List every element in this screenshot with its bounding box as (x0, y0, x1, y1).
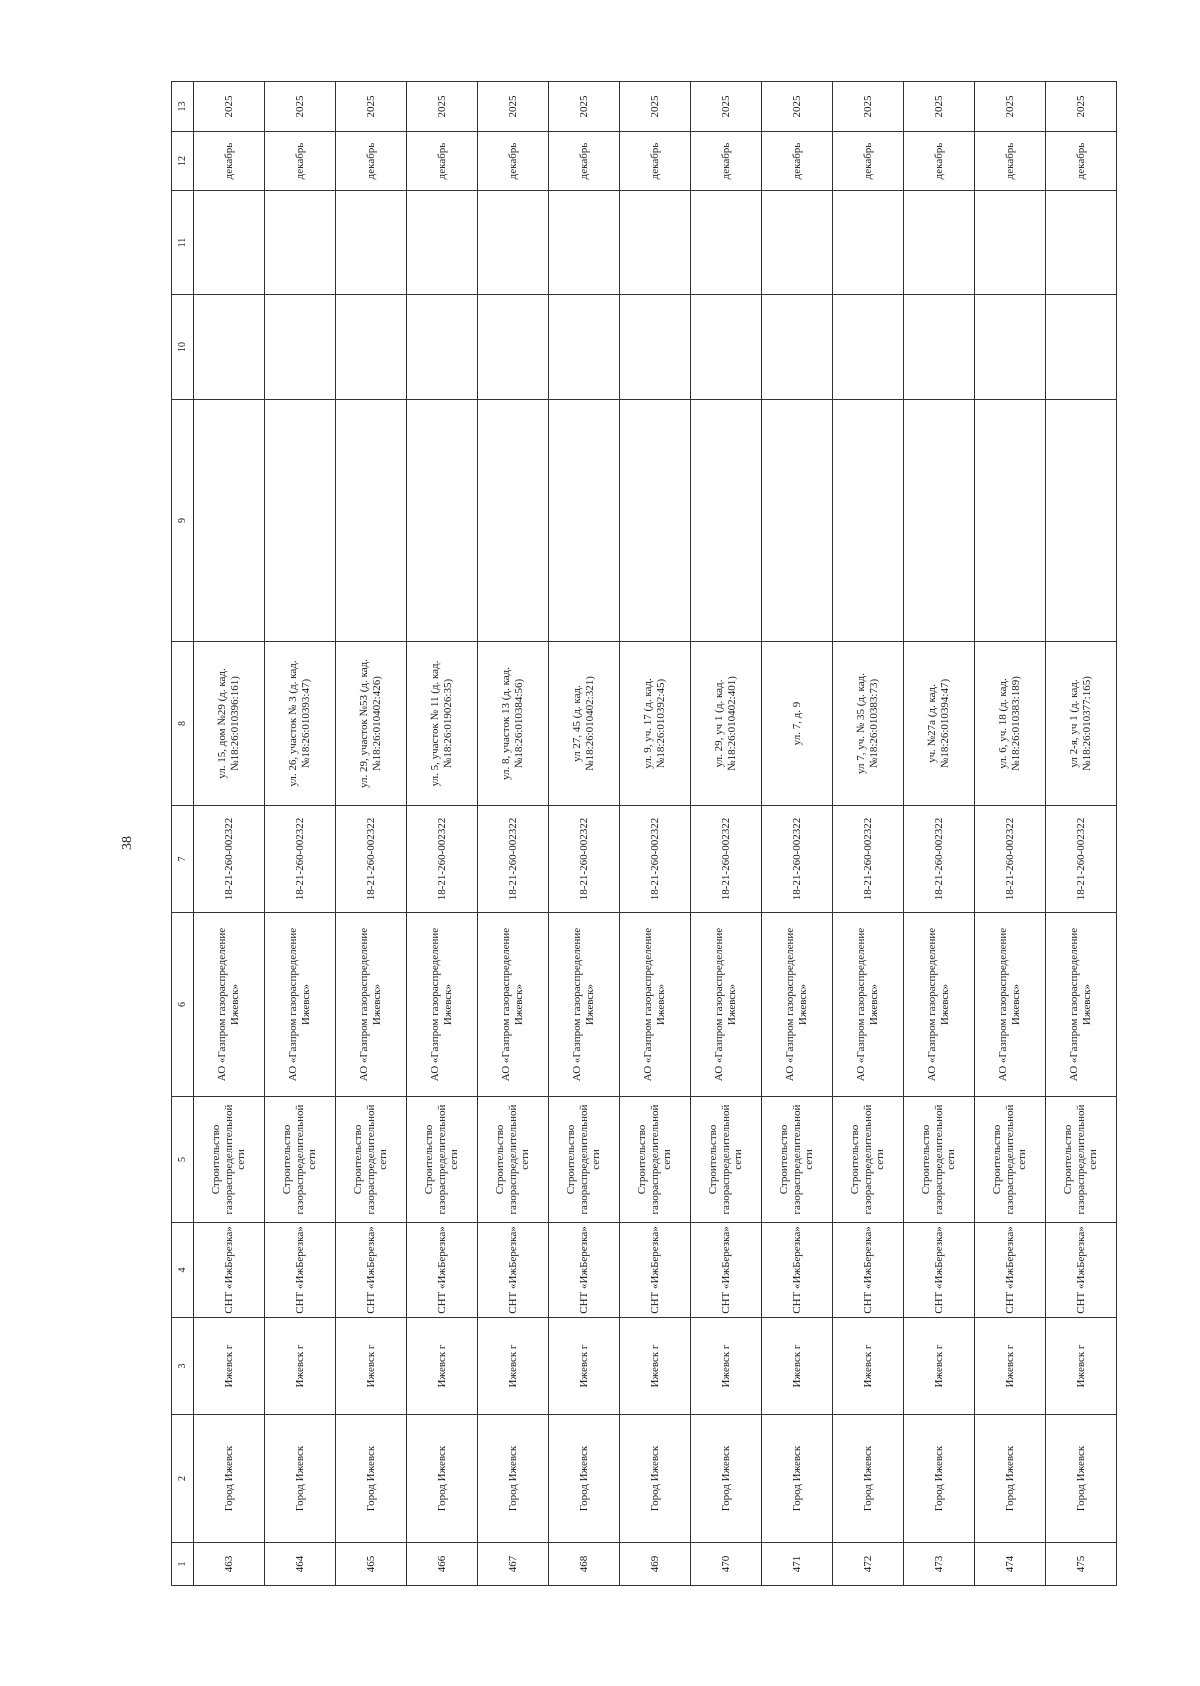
year-cell: 2025 (904, 82, 975, 132)
district-cell: Город Ижевск (691, 1415, 762, 1543)
work-type-cell: Строительство газораспределительной сети (620, 1097, 691, 1223)
permit-code-cell: 18-21-260-002322 (833, 806, 904, 913)
column-9-cell (691, 400, 762, 642)
organization-cell: АО «Газпром газораспределение Ижевск» (336, 913, 407, 1097)
month-cell: декабрь (265, 132, 336, 191)
year-cell: 2025 (762, 82, 833, 132)
month-cell: декабрь (549, 132, 620, 191)
settlement-cell: Ижевск г (478, 1318, 549, 1415)
column-10-cell (265, 295, 336, 400)
column-10-cell (833, 295, 904, 400)
column-11-cell (904, 191, 975, 295)
organization-cell: АО «Газпром газораспределение Ижевск» (549, 913, 620, 1097)
month-cell: декабрь (336, 132, 407, 191)
work-type-cell: Строительство газораспределительной сети (762, 1097, 833, 1223)
table-row (975, 82, 1046, 1586)
table-row (1046, 82, 1117, 1586)
settlement-cell: Ижевск г (904, 1318, 975, 1415)
column-10-cell (904, 295, 975, 400)
settlement-cell: Ижевск г (265, 1318, 336, 1415)
table-row (762, 82, 833, 1586)
column-9-cell (975, 400, 1046, 642)
column-11-cell (762, 191, 833, 295)
column-number-1: 1 (172, 1543, 194, 1586)
column-9-cell (620, 400, 691, 642)
settlement-cell: Ижевск г (762, 1318, 833, 1415)
year-cell: 2025 (549, 82, 620, 132)
address-cell: ул 7, уч. № 35 (д. кад.№18:26:010383:73) (833, 642, 904, 806)
column-11-cell (833, 191, 904, 295)
address-cell: ул. 7, д. 9 (762, 642, 833, 806)
permit-code-cell: 18-21-260-002322 (407, 806, 478, 913)
column-11-cell (478, 191, 549, 295)
permit-code-cell: 18-21-260-002322 (1046, 806, 1117, 913)
column-11-cell (265, 191, 336, 295)
column-10-cell (620, 295, 691, 400)
permit-code-cell: 18-21-260-002322 (478, 806, 549, 913)
table-row (407, 82, 478, 1586)
work-type-cell: Строительство газораспределительной сети (975, 1097, 1046, 1223)
row-number: 473 (904, 1543, 975, 1586)
year-cell: 2025 (336, 82, 407, 132)
settlement-cell: Ижевск г (833, 1318, 904, 1415)
row-number: 464 (265, 1543, 336, 1586)
row-number: 467 (478, 1543, 549, 1586)
header-row (172, 82, 194, 1586)
organization-cell: АО «Газпром газораспределение Ижевск» (620, 913, 691, 1097)
work-type-cell: Строительство газораспределительной сети (478, 1097, 549, 1223)
permit-code-cell: 18-21-260-002322 (336, 806, 407, 913)
column-11-cell (194, 191, 265, 295)
address-cell: ул. 9, уч. 17 (д. кад.№18:26:010392:45) (620, 642, 691, 806)
column-number-13: 13 (172, 82, 194, 132)
object-cell: СНТ «ИжБерезка» (478, 1223, 549, 1318)
permit-code-cell: 18-21-260-002322 (975, 806, 1046, 913)
address-cell: ул. 26, участок № 3 (д. кад.№18:26:010393:47) (265, 642, 336, 806)
organization-cell: АО «Газпром газораспределение Ижевск» (833, 913, 904, 1097)
settlement-cell: Ижевск г (1046, 1318, 1117, 1415)
district-cell: Город Ижевск (620, 1415, 691, 1543)
column-number-11: 11 (172, 191, 194, 295)
column-number-3: 3 (172, 1318, 194, 1415)
row-number: 465 (336, 1543, 407, 1586)
district-cell: Город Ижевск (549, 1415, 620, 1543)
organization-cell: АО «Газпром газораспределение Ижевск» (194, 913, 265, 1097)
table-row (478, 82, 549, 1586)
column-11-cell (336, 191, 407, 295)
table-row (194, 82, 265, 1586)
address-cell: ул. 6, уч. 18 (д. кад.№18:26:010383:189) (975, 642, 1046, 806)
object-cell: СНТ «ИжБерезка» (620, 1223, 691, 1318)
column-10-cell (549, 295, 620, 400)
permit-code-cell: 18-21-260-002322 (194, 806, 265, 913)
address-cell: уч. №27а (д. кад.№18:26:010394:47) (904, 642, 975, 806)
district-cell: Город Ижевск (1046, 1415, 1117, 1543)
object-cell: СНТ «ИжБерезка» (549, 1223, 620, 1318)
settlement-cell: Ижевск г (336, 1318, 407, 1415)
row-number: 471 (762, 1543, 833, 1586)
year-cell: 2025 (194, 82, 265, 132)
table-body (194, 82, 1117, 1586)
year-cell: 2025 (1046, 82, 1117, 132)
column-number-2: 2 (172, 1415, 194, 1543)
month-cell: декабрь (833, 132, 904, 191)
column-10-cell (975, 295, 1046, 400)
column-number-9: 9 (172, 400, 194, 642)
work-schedule-table (171, 81, 1117, 1586)
table-row (336, 82, 407, 1586)
month-cell: декабрь (620, 132, 691, 191)
settlement-cell: Ижевск г (691, 1318, 762, 1415)
district-cell: Город Ижевск (833, 1415, 904, 1543)
table-row (265, 82, 336, 1586)
column-10-cell (407, 295, 478, 400)
table-row (549, 82, 620, 1586)
permit-code-cell: 18-21-260-002322 (620, 806, 691, 913)
object-cell: СНТ «ИжБерезка» (336, 1223, 407, 1318)
district-cell: Город Ижевск (265, 1415, 336, 1543)
address-cell: ул. 15, дом №29 (д. кад.№18:26:010396:161) (194, 642, 265, 806)
organization-cell: АО «Газпром газораспределение Ижевск» (691, 913, 762, 1097)
column-11-cell (620, 191, 691, 295)
column-10-cell (336, 295, 407, 400)
permit-code-cell: 18-21-260-002322 (549, 806, 620, 913)
permit-code-cell: 18-21-260-002322 (691, 806, 762, 913)
column-9-cell (478, 400, 549, 642)
column-11-cell (1046, 191, 1117, 295)
month-cell: декабрь (762, 132, 833, 191)
column-9-cell (833, 400, 904, 642)
district-cell: Город Ижевск (407, 1415, 478, 1543)
object-cell: СНТ «ИжБерезка» (904, 1223, 975, 1318)
column-10-cell (194, 295, 265, 400)
work-type-cell: Строительство газораспределительной сети (265, 1097, 336, 1223)
column-number-12: 12 (172, 132, 194, 191)
object-cell: СНТ «ИжБерезка» (833, 1223, 904, 1318)
month-cell: декабрь (194, 132, 265, 191)
district-cell: Город Ижевск (336, 1415, 407, 1543)
rotated-table-container (171, 82, 1172, 1586)
table-row (904, 82, 975, 1586)
column-number-4: 4 (172, 1223, 194, 1318)
object-cell: СНТ «ИжБерезка» (265, 1223, 336, 1318)
district-cell: Город Ижевск (194, 1415, 265, 1543)
district-cell: Город Ижевск (975, 1415, 1046, 1543)
permit-code-cell: 18-21-260-002322 (904, 806, 975, 913)
column-11-cell (407, 191, 478, 295)
year-cell: 2025 (478, 82, 549, 132)
column-11-cell (975, 191, 1046, 295)
table-row (620, 82, 691, 1586)
organization-cell: АО «Газпром газораспределение Ижевск» (762, 913, 833, 1097)
address-cell: ул. 29, участок №53 (д. кад.№18:26:010402:426) (336, 642, 407, 806)
address-cell: ул. 29, уч 1 (д. кад.№18:26:010402:401) (691, 642, 762, 806)
year-cell: 2025 (407, 82, 478, 132)
row-number: 475 (1046, 1543, 1117, 1586)
month-cell: декабрь (691, 132, 762, 191)
row-number: 463 (194, 1543, 265, 1586)
column-number-10: 10 (172, 295, 194, 400)
column-9-cell (407, 400, 478, 642)
month-cell: декабрь (975, 132, 1046, 191)
column-number-8: 8 (172, 642, 194, 806)
object-cell: СНТ «ИжБерезка» (407, 1223, 478, 1318)
work-type-cell: Строительство газораспределительной сети (336, 1097, 407, 1223)
work-type-cell: Строительство газораспределительной сети (691, 1097, 762, 1223)
settlement-cell: Ижевск г (194, 1318, 265, 1415)
settlement-cell: Ижевск г (975, 1318, 1046, 1415)
row-number: 469 (620, 1543, 691, 1586)
permit-code-cell: 18-21-260-002322 (265, 806, 336, 913)
organization-cell: АО «Газпром газораспределение Ижевск» (478, 913, 549, 1097)
column-10-cell (691, 295, 762, 400)
year-cell: 2025 (833, 82, 904, 132)
month-cell: декабрь (478, 132, 549, 191)
column-9-cell (336, 400, 407, 642)
column-10-cell (762, 295, 833, 400)
work-type-cell: Строительство газораспределительной сети (833, 1097, 904, 1223)
column-9-cell (904, 400, 975, 642)
row-number: 466 (407, 1543, 478, 1586)
settlement-cell: Ижевск г (549, 1318, 620, 1415)
column-9-cell (194, 400, 265, 642)
work-type-cell: Строительство газораспределительной сети (549, 1097, 620, 1223)
object-cell: СНТ «ИжБерезка» (762, 1223, 833, 1318)
organization-cell: АО «Газпром газораспределение Ижевск» (407, 913, 478, 1097)
address-cell: ул 27, 45 (д. кад.№18:26:010402:321) (549, 642, 620, 806)
column-10-cell (1046, 295, 1117, 400)
column-number-7: 7 (172, 806, 194, 913)
district-cell: Город Ижевск (478, 1415, 549, 1543)
year-cell: 2025 (975, 82, 1046, 132)
table-row (833, 82, 904, 1586)
month-cell: декабрь (1046, 132, 1117, 191)
row-number: 468 (549, 1543, 620, 1586)
column-9-cell (1046, 400, 1117, 642)
organization-cell: АО «Газпром газораспределение Ижевск» (265, 913, 336, 1097)
settlement-cell: Ижевск г (407, 1318, 478, 1415)
row-number: 472 (833, 1543, 904, 1586)
work-type-cell: Строительство газораспределительной сети (194, 1097, 265, 1223)
row-number: 474 (975, 1543, 1046, 1586)
column-10-cell (478, 295, 549, 400)
organization-cell: АО «Газпром газораспределение Ижевск» (975, 913, 1046, 1097)
year-cell: 2025 (620, 82, 691, 132)
month-cell: декабрь (904, 132, 975, 191)
work-type-cell: Строительство газораспределительной сети (407, 1097, 478, 1223)
object-cell: СНТ «ИжБерезка» (194, 1223, 265, 1318)
column-number-5: 5 (172, 1097, 194, 1223)
work-type-cell: Строительство газораспределительной сети (904, 1097, 975, 1223)
object-cell: СНТ «ИжБерезка» (1046, 1223, 1117, 1318)
column-11-cell (549, 191, 620, 295)
object-cell: СНТ «ИжБерезка» (975, 1223, 1046, 1318)
work-type-cell: Строительство газораспределительной сети (1046, 1097, 1117, 1223)
month-cell: декабрь (407, 132, 478, 191)
organization-cell: АО «Газпром газораспределение Ижевск» (904, 913, 975, 1097)
address-cell: ул. 5, участок № 11 (д. кад.№18:26:019026:35) (407, 642, 478, 806)
object-cell: СНТ «ИжБерезка» (691, 1223, 762, 1318)
address-cell: ул. 8, участок 13 (д. кад.№18:26:010384:56) (478, 642, 549, 806)
address-cell: ул 2-я, уч 1 (д. кад.№18:26:010377:165) (1046, 642, 1117, 806)
column-9-cell (549, 400, 620, 642)
column-11-cell (691, 191, 762, 295)
year-cell: 2025 (265, 82, 336, 132)
column-number-6: 6 (172, 913, 194, 1097)
year-cell: 2025 (691, 82, 762, 132)
column-9-cell (762, 400, 833, 642)
settlement-cell: Ижевск г (620, 1318, 691, 1415)
district-cell: Город Ижевск (762, 1415, 833, 1543)
column-9-cell (265, 400, 336, 642)
table-row (691, 82, 762, 1586)
permit-code-cell: 18-21-260-002322 (762, 806, 833, 913)
organization-cell: АО «Газпром газораспределение Ижевск» (1046, 913, 1117, 1097)
row-number: 470 (691, 1543, 762, 1586)
district-cell: Город Ижевск (904, 1415, 975, 1543)
page-number: 38 (120, 836, 135, 850)
